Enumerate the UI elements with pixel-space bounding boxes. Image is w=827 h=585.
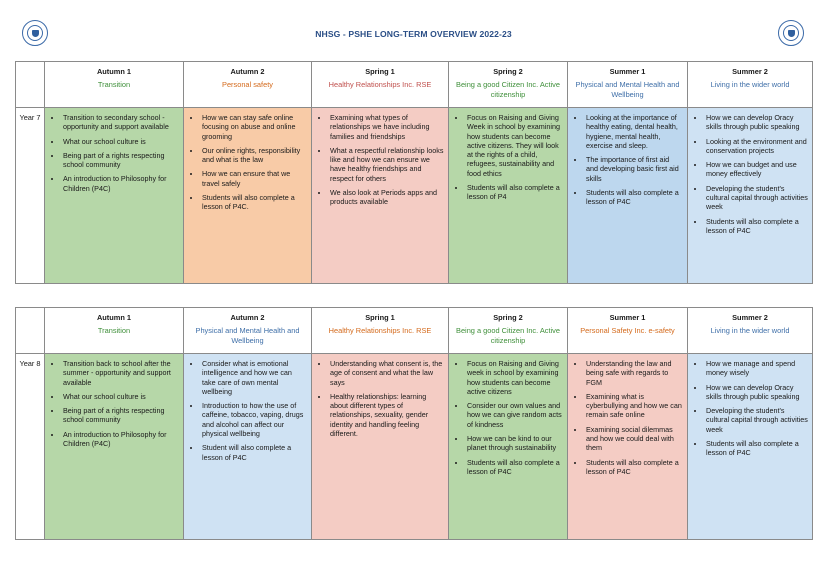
content-cell — [449, 108, 568, 284]
bullet-point: • How we can stay safe online focusing on abuse and online grooming — [201, 113, 307, 141]
header-cell — [45, 62, 184, 108]
year8-table — [15, 307, 813, 540]
term-label: Summer 2 — [732, 313, 768, 322]
bullet-point: • Examining what types of relationships we have including families and friendships — [329, 113, 444, 141]
bullet-point: • Students will also complete a lesson of P4C — [585, 188, 683, 207]
bullet-point: • Students will also complete a lesson of P4C — [705, 439, 808, 458]
topic-label: Physical and Mental Health and Wellbeing — [195, 326, 300, 345]
bullet-point: • Students will also complete a lesson of P4C — [585, 458, 683, 477]
bullet-point: • How we can develop Oracy skills through public speaking — [705, 383, 808, 402]
bullet-point: • An introduction to Philosophy for Children (P4C) — [62, 430, 179, 449]
topic-label: Living in the wider world — [710, 80, 790, 89]
bullet-list — [568, 108, 687, 207]
term-label: Autumn 1 — [96, 313, 132, 322]
header-cell — [568, 308, 688, 354]
bullet-point: • We also look at Periods apps and products available — [329, 188, 444, 207]
bullet-list — [45, 354, 183, 448]
content-cell — [45, 354, 184, 540]
topic-label: Transition — [97, 80, 131, 89]
header-cell — [312, 308, 449, 354]
topic-label: Healthy Relationships Inc. RSE — [328, 80, 432, 89]
content-cell — [184, 108, 312, 284]
bullet-list — [312, 354, 448, 438]
bullet-point: • How we can budget and use money effectively — [705, 160, 808, 179]
content-cell — [45, 108, 184, 284]
topic-label: Physical and Mental Health and Wellbeing — [575, 80, 680, 99]
topic-label: Living in the wider world — [710, 326, 790, 335]
topic-label: Transition — [97, 326, 131, 335]
content-cell — [568, 354, 688, 540]
bullet-list — [688, 354, 812, 458]
content-cell — [449, 354, 568, 540]
bullet-list — [449, 354, 567, 476]
bullet-point: • Transition to secondary school - opportunity and support available — [62, 113, 179, 132]
year7-content-row — [16, 108, 813, 284]
header-cell — [688, 62, 813, 108]
bullet-point: • Focus on Raising and Giving Week in school by examining how students can become active citizens. They will look at the rights of a child, refugees, sustainability and food ethics — [466, 113, 563, 178]
bullet-point: • Developing the student's cultural capital through activities week — [705, 184, 808, 212]
bullet-point: • The importance of first aid and developing basic first aid skills — [585, 155, 683, 183]
term-label: Summer 1 — [609, 313, 646, 322]
topic-label: Being a good Citizen Inc. Active citizenship — [456, 80, 560, 99]
bullet-list — [184, 108, 311, 212]
term-label: Autumn 2 — [230, 67, 265, 76]
header-cell — [449, 62, 568, 108]
bullet-point: • How we can ensure that we travel safely — [201, 169, 307, 188]
year8-content-row — [16, 354, 813, 540]
bullet-point: • Student will also complete a lesson of P4C — [201, 443, 307, 462]
table-corner — [16, 62, 45, 108]
term-label: Spring 1 — [365, 313, 395, 322]
bullet-point: • How we can develop Oracy skills through public speaking — [705, 113, 808, 132]
header-cell — [568, 62, 688, 108]
table-corner — [16, 308, 45, 354]
bullet-point: • Students will also complete a lesson of P4C. — [201, 193, 307, 212]
topic-label: Being a good Citizen Inc. Active citizenship — [456, 326, 560, 345]
bullet-point: • Consider our own values and how we can give random acts of kindness — [466, 401, 563, 429]
content-cell — [688, 108, 813, 284]
year-label: Year 8 — [16, 354, 45, 540]
bullet-point: • Looking at the environment and conservation projects — [705, 137, 808, 156]
content-cell — [568, 108, 688, 284]
year7-table — [15, 61, 813, 284]
bullet-point: • Looking at the importance of healthy eating, dental health, hygiene, mental health, exercise and sleep. — [585, 113, 683, 150]
header-cell — [688, 308, 813, 354]
bullet-point: • What a respectful relationship looks like and how we can ensure we have healthy friendships and respect for others — [329, 146, 444, 183]
page-title: NHSG - PSHE LONG-TERM OVERVIEW 2022-23 — [315, 29, 512, 39]
header-cell — [184, 62, 312, 108]
bullet-list — [45, 108, 183, 193]
bullet-point: • Healthy relationships: learning about different types of relationships, sexuality, gender identity and handling feeling different. — [329, 392, 444, 438]
header-cell — [312, 62, 449, 108]
bullet-list — [688, 108, 812, 235]
header-cell — [184, 308, 312, 354]
bullet-point: • Being part of a rights respecting school community — [62, 406, 179, 425]
bullet-point: • Developing the student's cultural capital through activities week — [705, 406, 808, 434]
bullet-point: • Understanding the law and being safe with regards to FGM — [585, 359, 683, 387]
term-label: Autumn 1 — [96, 67, 132, 76]
bullet-point: • Being part of a rights respecting school community — [62, 151, 179, 170]
bullet-point: • Students will also complete a lesson of P4C — [466, 458, 563, 477]
bullet-list — [568, 354, 687, 476]
term-label: Spring 2 — [493, 67, 523, 76]
header-cell — [449, 308, 568, 354]
term-label: Summer 2 — [732, 67, 768, 76]
bullet-point: • Introduction to how the use of caffeine, tobacco, vaping, drugs and alcohol can affect our physical wellbeing — [201, 401, 307, 438]
bullet-list — [449, 108, 567, 202]
bullet-point: • How we manage and spend money wisely — [705, 359, 808, 378]
bullet-point: • Consider what is emotional intelligence and how we can take care of own mental wellbeing — [201, 359, 307, 396]
bullet-point: • Students will also complete a lesson of P4C — [705, 217, 808, 236]
bullet-point: • What our school culture is — [62, 392, 179, 401]
term-label: Spring 2 — [493, 313, 523, 322]
bullet-point: • Examining what is cyberbullying and how we can remain safe online — [585, 392, 683, 420]
topic-label: Healthy Relationships Inc. RSE — [328, 326, 432, 335]
term-label: Summer 1 — [609, 67, 646, 76]
header-cell — [45, 308, 184, 354]
bullet-point: • Students will also complete a lesson of P4 — [466, 183, 563, 202]
bullet-point: • Understanding what consent is, the age of consent and what the law says — [329, 359, 444, 387]
topic-label: Personal Safety Inc. e-safety — [580, 326, 675, 335]
term-label: Spring 1 — [365, 67, 395, 76]
content-cell — [312, 108, 449, 284]
bullet-point: • What our school culture is — [62, 137, 179, 146]
bullet-point: • How we can be kind to our planet through sustainability — [466, 434, 563, 453]
year8-header-row — [16, 308, 813, 354]
bullet-point: • Focus on Raising and Giving week in school by examining how students can become active citizens — [466, 359, 563, 396]
term-label: Autumn 2 — [230, 313, 265, 322]
bullet-list — [312, 108, 448, 207]
year7-header-row — [16, 62, 813, 108]
bullet-point: • Our online rights, responsibility and what is the law — [201, 146, 307, 165]
bullet-point: • An introduction to Philosophy for Children (P4C) — [62, 174, 179, 193]
content-cell — [184, 354, 312, 540]
topic-label: Personal safety — [222, 80, 273, 89]
bullet-point: • Transition back to school after the summer - opportunity and support available — [62, 359, 179, 387]
bullet-list — [184, 354, 311, 462]
bullet-point: • Examining social dilemmas and how we could deal with them — [585, 425, 683, 453]
year-label: Year 7 — [16, 108, 45, 284]
content-cell — [688, 354, 813, 540]
content-cell — [312, 354, 449, 540]
